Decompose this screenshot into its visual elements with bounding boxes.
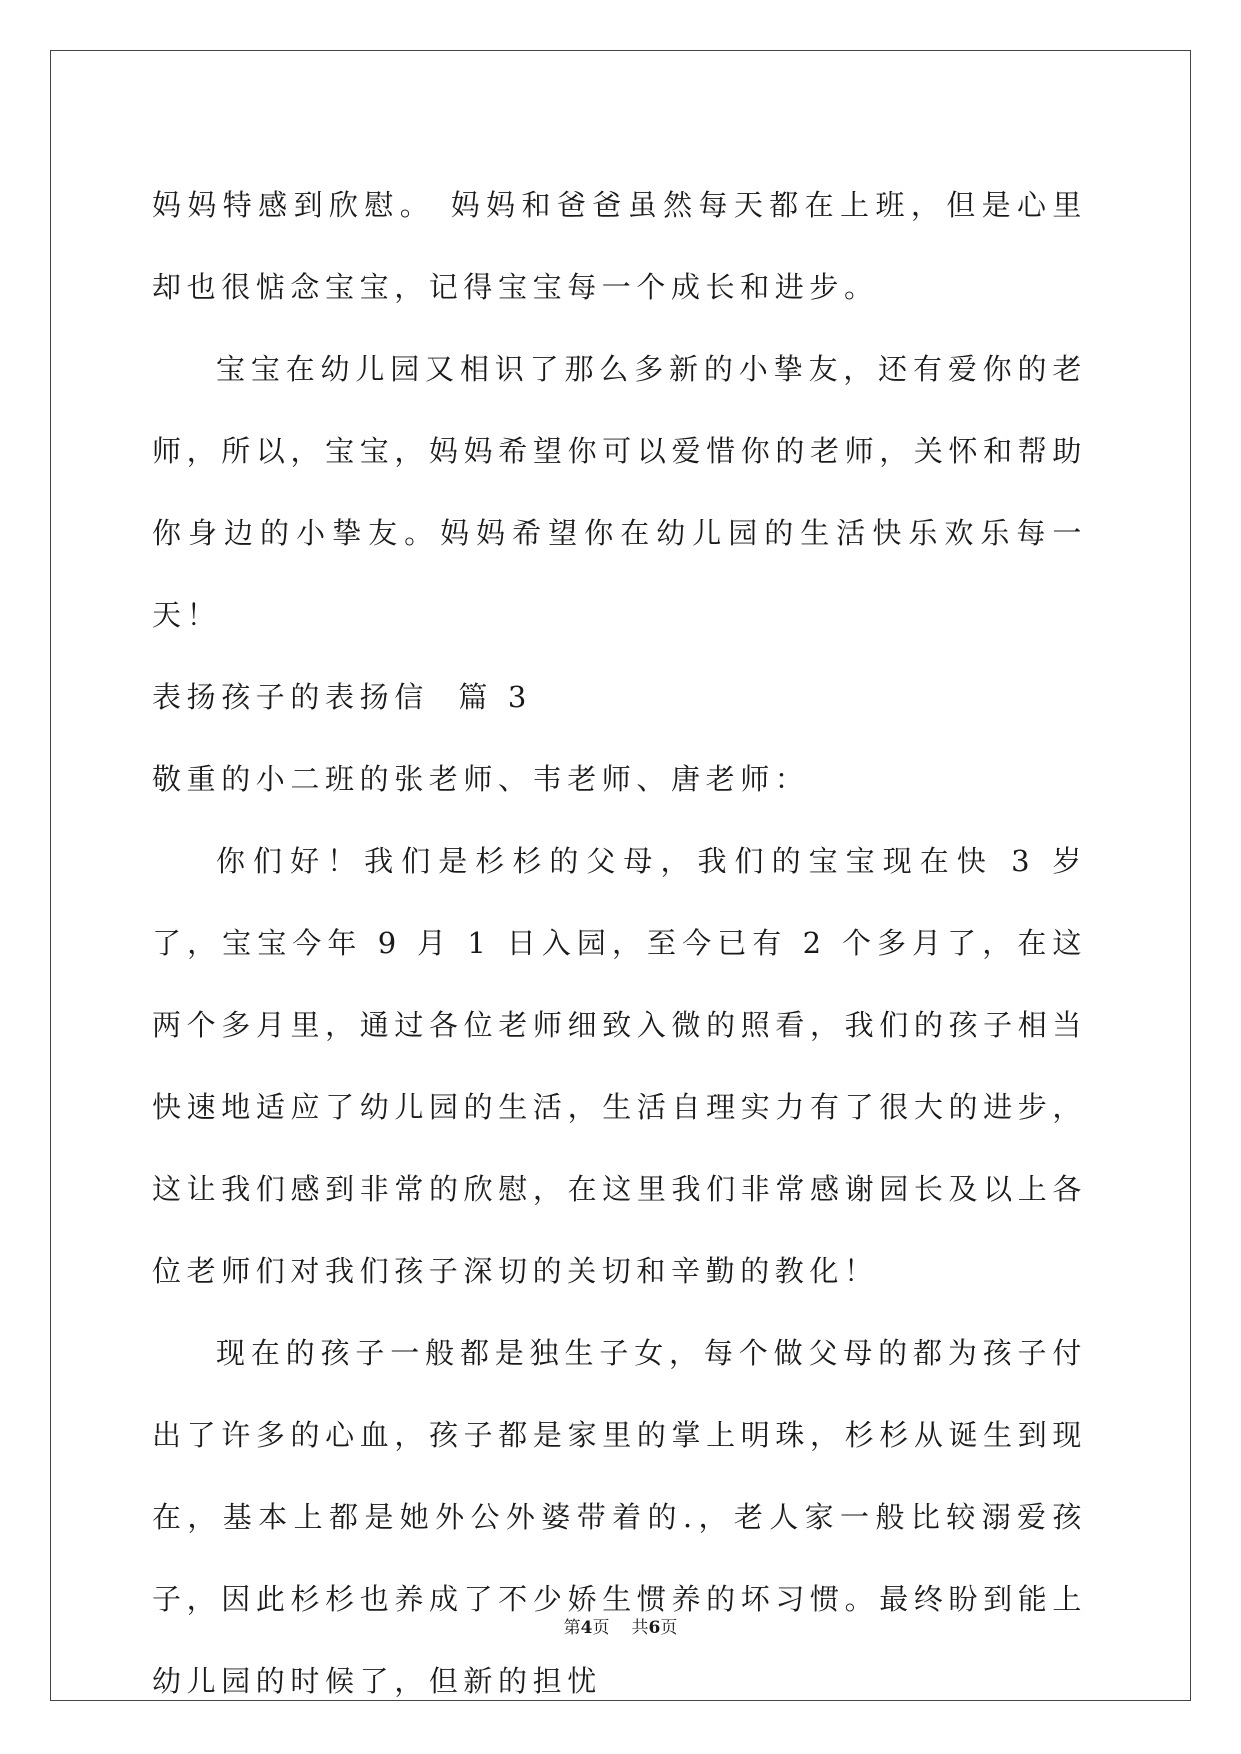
section-heading: 表扬孩子的表扬信 篇 3 — [152, 680, 532, 714]
paragraph-3: 你们好！我们是杉杉的父母，我们的宝宝现在快 3 岁了，宝宝今年 9 月 1 日入园，至今已有 2 个多月了，在这两个多月里，通过各位老师细致入微的照看，我们的孩子相当快速地适应了幼儿园的生活，生活自理实力有了很大的进步，这让我们感到非常的欣慰，在这里我们非常感谢园长及以上各位老师们对我们孩子深切的关切和辛勤的教化！ — [152, 844, 1087, 1288]
footer-page-word: 页 — [592, 1618, 610, 1638]
footer-total-prefix: 共 — [631, 1618, 649, 1638]
paragraph-1: 妈妈特感到欣慰。 妈妈和爸爸虽然每天都在上班，但是心里却也很惦念宝宝，记得宝宝每一个成长和进步。 — [152, 188, 1087, 304]
paragraph-2: 宝宝在幼儿园又相识了那么多新的小挚友，还有爱你的老师，所以，宝宝，妈妈希望你可以爱惜你的老师，关怀和帮助你身边的小挚友。妈妈希望你在幼儿园的生活快乐欢乐每一天！ — [152, 352, 1087, 632]
footer-prefix: 第 — [563, 1618, 581, 1638]
page-footer — [0, 1616, 1241, 1640]
current-page-number: 4 — [580, 1618, 593, 1638]
paragraph-4: 现在的孩子一般都是独生子女，每个做父母的都为孩子付出了许多的心血，孩子都是家里的掌上明珠，杉杉从诞生到现在，基本上都是她外公外婆带着的.，老人家一般比较溺爱孩子，因此杉杉也养成了不少娇生惯养的坏习惯。最终盼到能上幼儿园的时候了，但新的担忧 — [152, 1336, 1087, 1698]
document-body — [152, 164, 1087, 1722]
letter-salutation: 敬重的小二班的张老师、韦老师、唐老师： — [152, 762, 810, 796]
total-pages-number: 6 — [648, 1618, 661, 1638]
footer-total-suffix: 页 — [660, 1618, 678, 1638]
